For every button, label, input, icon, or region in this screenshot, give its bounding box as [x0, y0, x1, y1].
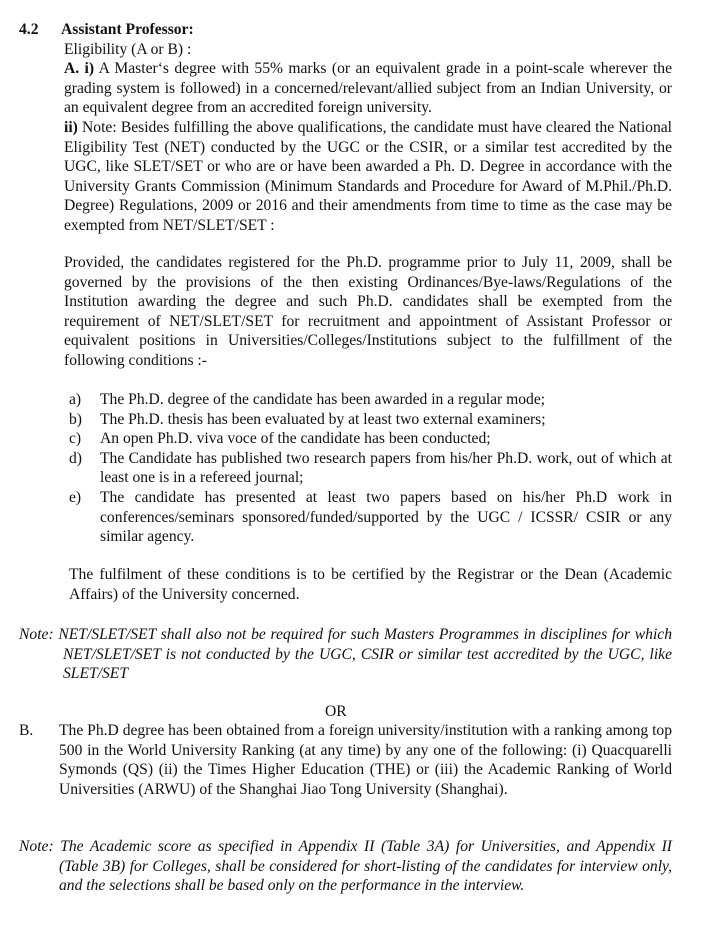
or-separator: OR [325, 703, 347, 720]
conditions-list [69, 390, 672, 547]
clause-ii-text: Note: Besides fulfilling the above qualifications, the candidate must have cleared the National Eligibility Test (NET) conducted by the UGC or the CSIR, or a similar test accredited by the UGC, like SLET/SET or who are or have been awarded a Ph. D. Degree in accordance with the University Grants Commission (Minimum Standards and Procedure for Award of M.Phil./Ph.D. Degree) Regulations, 2009 or 2016 and their amendments from time to time as the case may be exempted from NET/SLET/SET : [64, 119, 672, 234]
list-item-text: The Ph.D. thesis has been evaluated by at least two external examiners; [100, 410, 546, 428]
list-item [69, 429, 672, 449]
proviso-paragraph: Provided, the candidates registered for the Ph.D. programme prior to July 11, 2009, shall be governed by the provisions of the then existing Ordinances/Bye-laws/Regulations of the Institution awarding the degree and such Ph.D. candidates shall be exempted from the requirement of NET/SLET/SET for recruitment and appointment of Assistant Professor or equivalent positions in Universities/Colleges/Institutions subject to the fulfillment of the following conditions :- [64, 254, 672, 369]
section-heading [19, 20, 39, 40]
list-item [69, 488, 672, 547]
note-net-exemption: Note: NET/SLET/SET shall also not be required for such Masters Programmes in disciplines for which NET/SLET/SET is not conducted by the UGC, CSIR or similar test accredited by the UGC, like SLET/SET [19, 626, 672, 683]
list-item-text: The Candidate has published two research papers from his/her Ph.D. work, out of which at least one is in a refereed journal; [100, 449, 672, 487]
clause-b-text: The Ph.D degree has been obtained from a foreign university/institution with a ranking among top 500 in the World University Ranking (at any time) by any one of the following: (i) Quacquarelli Symonds (QS) (ii) the Times Higher Education (THE) or (iii) the Academic Ranking of World Universities (ARWU) of the Shanghai Jiao Tong University (Shanghai). [59, 722, 672, 798]
list-marker: b) [69, 410, 82, 428]
certification-paragraph: The fulfilment of these conditions is to be certified by the Registrar or the Dean (Academic Affairs) of the University concerned. [69, 566, 672, 603]
list-marker: c) [69, 430, 82, 448]
clause-a-ii [64, 118, 672, 236]
clause-a-prefix: A. i) [64, 60, 95, 77]
clause-b-marker: B. [19, 722, 34, 739]
eligibility-label: Eligibility (A or B) : [64, 41, 192, 58]
clause-ii-prefix: ii) [64, 119, 78, 136]
list-item-text: The Ph.D. degree of the candidate has been awarded in a regular mode; [100, 391, 546, 408]
note-academic-score: Note: The Academic score as specified in Appendix II (Table 3A) for Universities, and Appendix II (Table 3B) for Colleges, shall be considered for short-listing of the candidates for interview only, and the selections shall be based only on the performance in the interview. [19, 838, 672, 895]
list-item [69, 449, 672, 488]
list-marker: d) [69, 449, 82, 467]
list-marker: a) [69, 391, 82, 408]
section-number: 4.2 [19, 21, 39, 38]
list-item-text: The candidate has presented at least two papers based on his/her Ph.D work in conferences/seminars sponsored/funded/supported by the UGC / ICSSR/ CSIR or any similar agency. [100, 488, 672, 546]
list-item [69, 410, 672, 430]
clause-a-text: A Master‘s degree with 55% marks (or an equivalent grade in a point-scale wherever the grading system is followed) in a concerned/relevant/allied subject from an Indian University, or an equivalent degree from an accredited foreign university. [64, 60, 672, 117]
list-item [69, 390, 672, 410]
clause-a-i [64, 59, 672, 118]
section-title: Assistant Professor: [61, 21, 194, 38]
list-marker: e) [69, 488, 82, 506]
list-item-text: An open Ph.D. viva voce of the candidate has been conducted; [100, 430, 491, 448]
